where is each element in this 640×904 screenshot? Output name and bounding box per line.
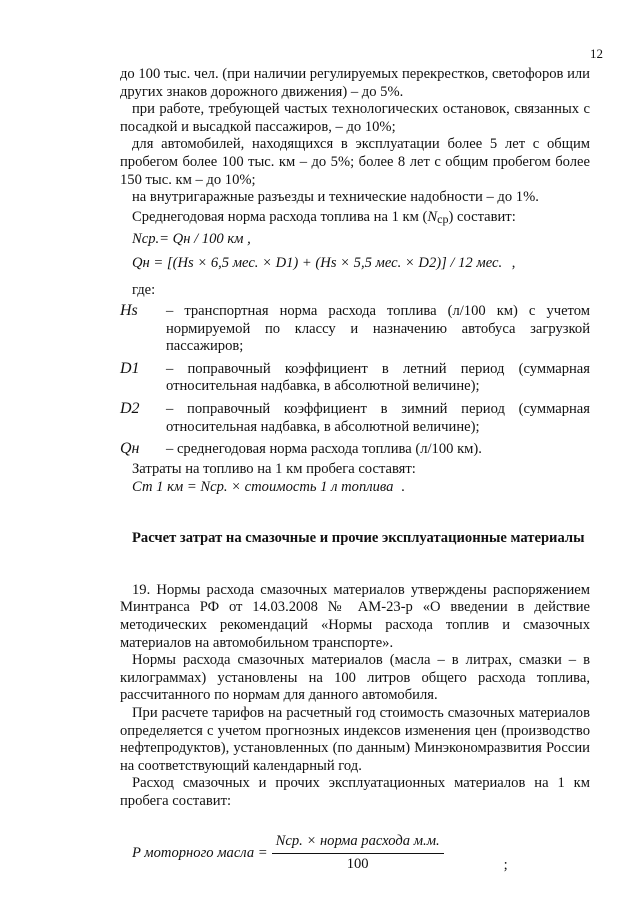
page-number: 12 <box>590 46 603 61</box>
term-item <box>120 400 590 436</box>
term-symbol: D1 <box>120 359 140 377</box>
formula-qn: Qн = [(Hs × 6,5 мес. × D1) + (Hs × 5,5 мес. × D2)] / 12 мес. , <box>132 255 516 272</box>
term-symbol: Hs <box>120 301 138 319</box>
text-line: на внутригаражные разъезды и технические надобности – до 1%. <box>132 189 539 206</box>
text-line: Среднегодовая норма расхода топлива на 1 км (Nср) составит: <box>132 208 516 226</box>
term-item <box>120 360 590 396</box>
where-label: где: <box>132 282 156 299</box>
term-list <box>120 302 590 459</box>
term-description: – поправочный коэффициент в зимний период (суммарная относительная надбавка, в абсолютной величине); <box>166 400 590 435</box>
term-description: – поправочный коэффициент в летний период (суммарная относительная надбавка, в абсолютной величине); <box>166 360 590 395</box>
text-line: для автомобилей, находящихся в эксплуатации более 5 лет с общим пробегом более 100 тыс. км – до 5%; более 8 лет с общим пробегом более 150 тыс. км – до 10%; <box>120 136 590 188</box>
formula-oil-tail: ; <box>503 856 508 873</box>
formula-oil <box>132 833 590 875</box>
formula-nsr: Nср.= Qн / 100 км , <box>132 231 251 248</box>
term-item <box>120 440 590 459</box>
formula-cost: Ст 1 км = Nср. × стоимость 1 л топлива . <box>132 479 405 496</box>
fraction <box>272 833 444 873</box>
body-text <box>120 66 590 874</box>
text-line: Затраты на топливо на 1 км пробега составят: <box>132 460 416 477</box>
paragraph: Расход смазочных и прочих эксплуатационных материалов на 1 км пробега составит: <box>120 775 590 809</box>
term-symbol: Qн <box>120 440 140 458</box>
term-description: – транспортная норма расхода топлива (л/100 км) с учетом нормируемой по классу и назначению автобуса загрузкой пассажиров; <box>166 302 590 355</box>
term-item <box>120 302 590 356</box>
paragraph: Нормы расхода смазочных материалов (масла – в литрах, смазки – в килограммах) установлены на 100 литров общего расхода топлива, рассчитанного по нормам для данного автомобиля. <box>120 652 590 704</box>
text-line: при работе, требующей частых технологических остановок, связанных с посадкой и высадкой пассажиров, – до 10%; <box>120 101 590 135</box>
paragraph: 19. Нормы расхода смазочных материалов утверждены распоряжением Минтранса РФ от 14.03.2008 № АМ-23-р «О введении в действие методических рекомендаций «Нормы расхода топлив и смазочных материалов на автомобильном транспорте». <box>120 581 590 651</box>
paragraph: При расчете тарифов на расчетный год стоимость смазочных материалов определяется с учетом прогнозных индексов изменения цен (производство нефтепродуктов), установленных (по данным) Минэкономразвития России на соответствующий календарный год. <box>120 705 590 774</box>
formula-oil-lhs: P моторного масла = <box>132 844 268 861</box>
text-line: до 100 тыс. чел. (при наличии регулируемых перекрестков, светофоров или других знаков дорожного движения) – до 5%. <box>120 66 590 100</box>
section-heading: Расчет затрат на смазочные и прочие эксплуатационные материалы <box>132 530 585 547</box>
fraction-numerator: Nср. × норма расхода м.м. <box>272 833 444 854</box>
term-symbol: D2 <box>120 399 140 417</box>
fraction-denominator: 100 <box>346 855 369 872</box>
term-description: – среднегодовая норма расхода топлива (л/100 км). <box>166 441 482 458</box>
